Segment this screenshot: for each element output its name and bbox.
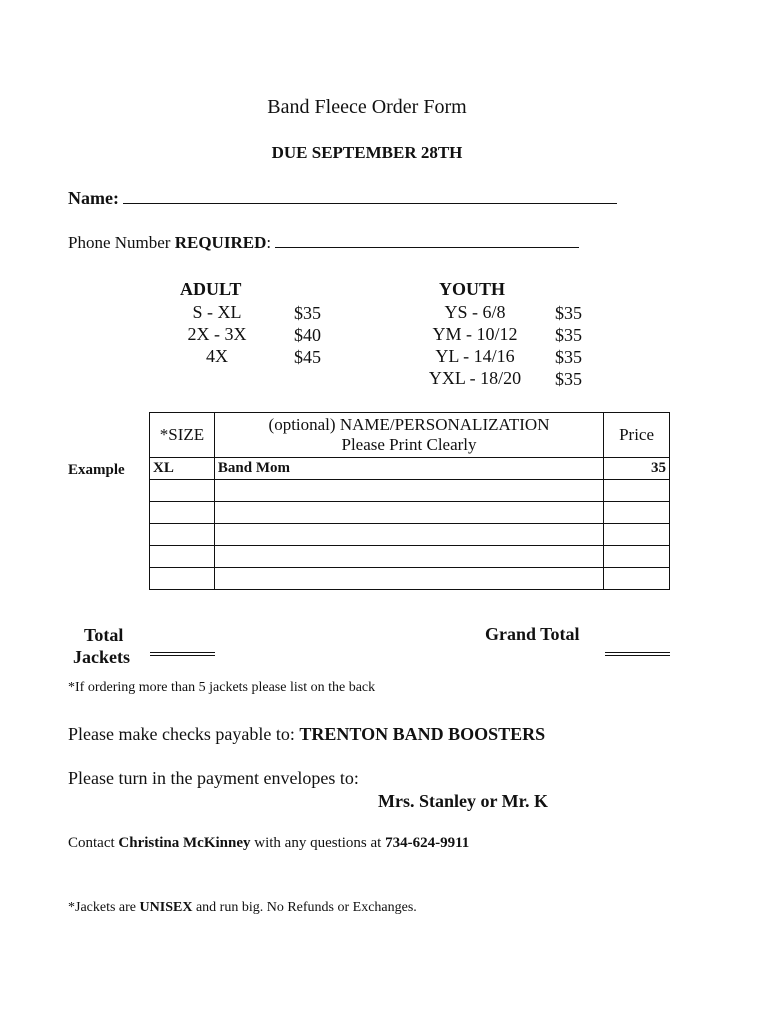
table-row[interactable] [150,546,670,568]
total-jackets-label-2: Jackets [73,647,130,667]
grand-total-label: Grand Total [485,624,580,644]
price-cell[interactable] [604,546,670,568]
youth-size-2: YM - 10/12 [432,324,518,344]
turn-in-names: Mrs. Stanley or Mr. K [378,791,548,811]
example-size: XL [150,458,215,480]
table-row[interactable] [150,524,670,546]
phone-label: Phone Number [68,233,171,252]
adult-price-1: $35 [294,303,321,323]
grand-total-field[interactable] [605,652,670,656]
contact-middle: with any questions at [254,835,382,851]
name-cell[interactable] [214,480,603,502]
checks-text: Please make checks payable to: [68,724,295,744]
phone-colon: : [266,233,272,252]
adult-price-3: $45 [294,347,321,367]
contact-name: Christina McKinney [118,835,251,851]
checks-payee: TRENTON BAND BOOSTERS [299,724,546,744]
table-row[interactable] [150,568,670,590]
total-jackets-label-1: Total [84,625,124,645]
size-cell[interactable] [150,568,215,590]
price-cell[interactable] [604,524,670,546]
size-cell[interactable] [150,546,215,568]
price-cell[interactable] [604,502,670,524]
adult-price-2: $40 [294,325,321,345]
price-cell[interactable] [604,480,670,502]
turn-in-text: Please turn in the payment envelopes to: [68,768,359,788]
name-header-line1: (optional) NAME/PERSONALIZATION [268,415,550,434]
due-date: DUE SEPTEMBER 28TH [271,143,463,162]
youth-size-1: YS - 6/8 [444,302,506,322]
name-header-line2: Please Print Clearly [341,435,477,454]
contact-line [68,835,469,852]
price-header: Price [604,413,670,458]
name-cell[interactable] [214,502,603,524]
adult-size-2: 2X - 3X [187,324,247,344]
table-row[interactable] [150,480,670,502]
phone-field[interactable] [275,233,579,248]
size-cell[interactable] [150,480,215,502]
size-cell[interactable] [150,502,215,524]
contact-prefix: Contact [68,835,115,851]
youth-price-4: $35 [555,369,582,389]
order-table [149,412,670,590]
example-price: 35 [604,458,670,480]
name-label: Name: [68,188,119,208]
footer-bold: UNISEX [139,900,193,915]
adult-size-3: 4X [206,346,228,366]
youth-price-1: $35 [555,303,582,323]
name-row [68,188,617,209]
size-cell[interactable] [150,524,215,546]
name-cell[interactable] [214,568,603,590]
youth-price-3: $35 [555,347,582,367]
youth-price-2: $35 [555,325,582,345]
footer-prefix: *Jackets are [68,900,137,915]
form-title: Band Fleece Order Form [267,96,467,118]
name-cell[interactable] [214,546,603,568]
name-cell[interactable] [214,524,603,546]
contact-phone: 734-624-9911 [385,835,470,851]
footer-note [68,900,417,916]
youth-size-3: YL - 14/16 [435,346,515,366]
checks-line [68,724,545,745]
name-header [214,413,603,458]
example-row [150,458,670,480]
footer-suffix: and run big. No Refunds or Exchanges. [195,900,417,915]
name-field[interactable] [123,189,617,204]
phone-row [68,233,579,253]
phone-required: REQUIRED [174,233,267,252]
adult-size-1: S - XL [192,302,242,322]
youth-heading: YOUTH [439,279,506,299]
example-label: Example [68,462,125,478]
total-jackets-field[interactable] [150,652,215,656]
size-header: *SIZE [150,413,215,458]
adult-heading: ADULT [180,279,242,299]
youth-size-4: YXL - 18/20 [428,368,522,388]
example-name: Band Mom [214,458,603,480]
table-header-row [150,413,670,458]
more-jackets-note: *If ordering more than 5 jackets please list on the back [68,680,376,695]
table-row[interactable] [150,502,670,524]
price-cell[interactable] [604,568,670,590]
